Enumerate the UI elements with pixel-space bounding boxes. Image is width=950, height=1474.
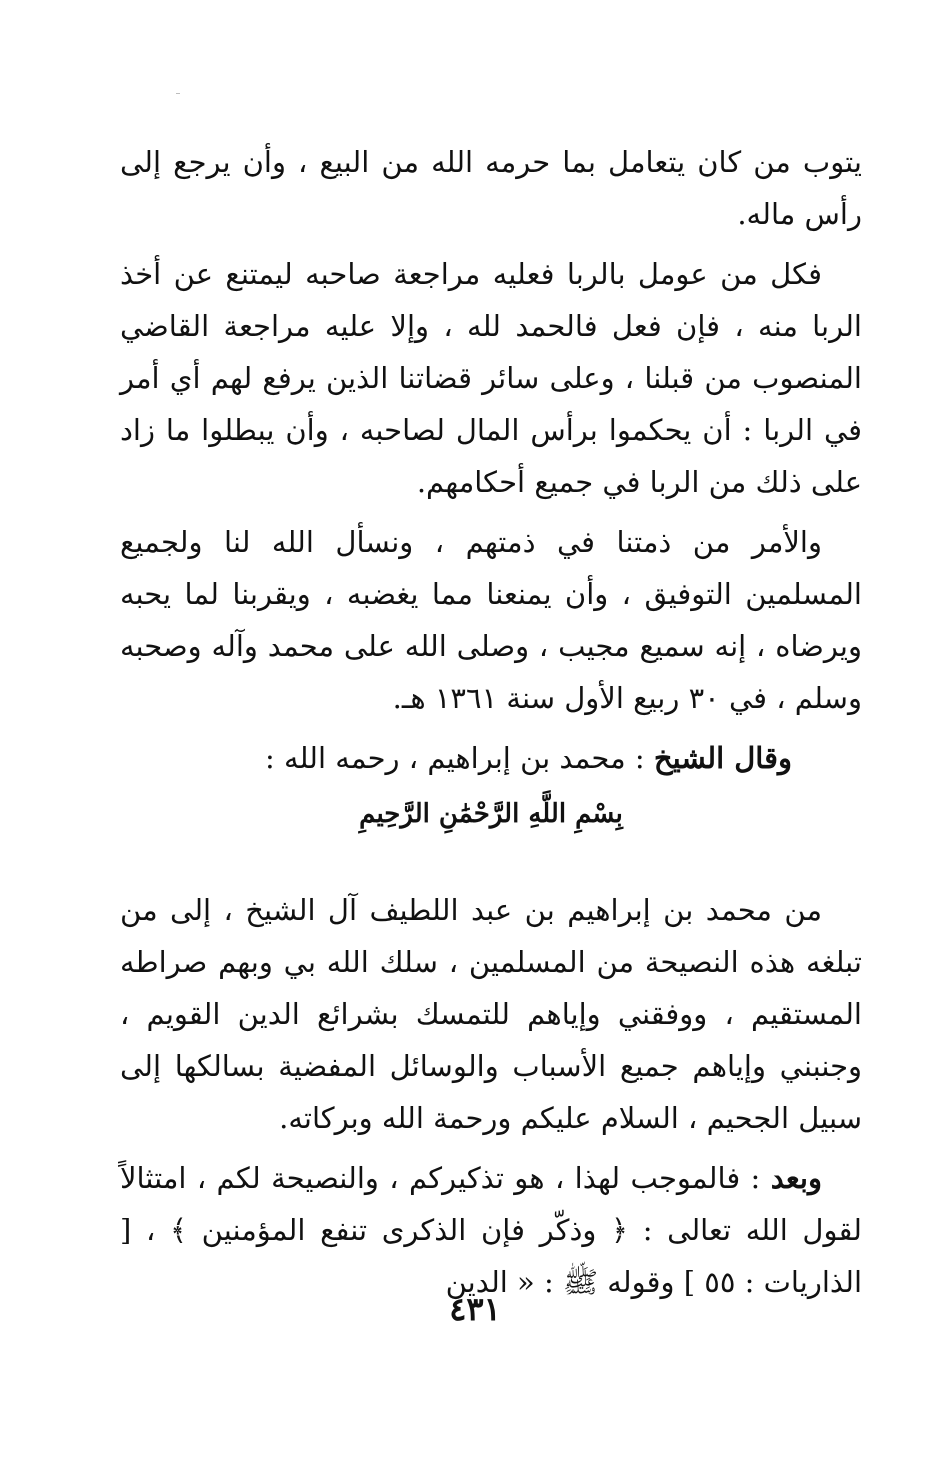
scan-mark — [176, 93, 180, 94]
paragraph-5 — [120, 1152, 862, 1308]
section-heading-text: : محمد بن إبراهيم ، رحمه الله : — [265, 741, 654, 775]
basmala-calligraphy: بِسْمِ اللَّهِ الرَّحْمَٰنِ الرَّحِيمِ — [359, 799, 623, 829]
page-number: ٤٣١ — [449, 1290, 501, 1328]
section-heading — [120, 732, 862, 784]
paragraph-5-text: : فالموجب لهذا ، هو تذكيركم ، والنصيحة لكم ، امتثالاً لقول الله تعالى : ﴿ وذكّر فإن الذكرى تنفع المؤمنين ﴾ ، [ الذاريات : ٥٥ ] وقوله ﷺ : « الدين — [120, 1161, 862, 1299]
paragraph-4: من محمد بن إبراهيم بن عبد اللطيف آل الشيخ ، إلى من تبلغه هذه النصيحة من المسلمين ، سلك الله بي وبهم صراطه المستقيم ، ووفقني وإياهم للتمسك بشرائع الدين القويم ، وجنبني وإياهم جميع الأسباب والوسائل المفضية بسالكها إلى سبيل الجحيم ، السلام عليكم ورحمة الله وبركاته. — [120, 893, 862, 1135]
paragraph-2: فكل من عومل بالربا فعليه مراجعة صاحبه ليمتنع عن أخذ الربا منه ، فإن فعل فالحمد لله ، وإلا عليه مراجعة القاضي المنصوب من قبلنا ، وعلى سائر قضاتنا الذين يرفع لهم أي أمر في الربا : أن يحكموا برأس المال لصاحبه ، وأن يبطلوا ما زاد على ذلك من الربا في جميع أحكامهم. — [120, 257, 862, 499]
paragraph-3: والأمر من ذمتنا في ذمتهم ، ونسأل الله لنا ولجميع المسلمين التوفيق ، وأن يمنعنا مما يغضبه ، ويقربنا لما يحبه ويرضاه ، إنه سميع مجيب ، وصلى الله على محمد وآله وصحبه وسلم ، في ٣٠ ربيع الأول سنة ١٣٦١ هـ. — [120, 525, 862, 715]
text-body — [120, 136, 862, 1316]
section-heading-label: وقال الشيخ — [653, 741, 792, 775]
paragraph-1: يتوب من كان يتعامل بما حرمه الله من البيع ، وأن يرجع إلى رأس ماله. — [120, 145, 862, 231]
paragraph-5-lead: وبعد — [770, 1161, 822, 1195]
